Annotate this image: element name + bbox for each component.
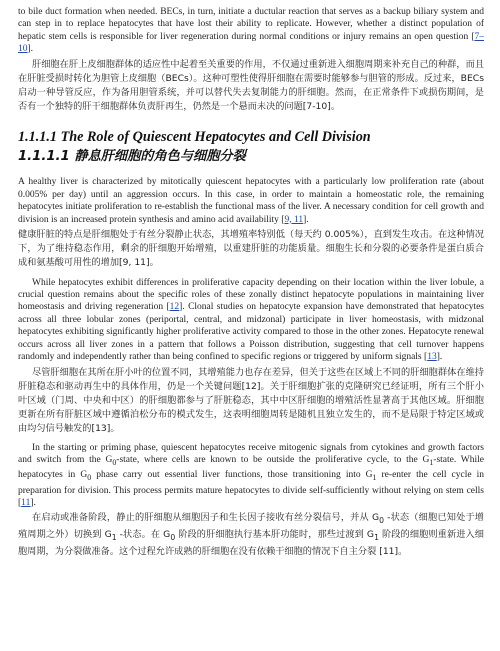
text-run: ].: [436, 352, 443, 363]
subscript: 0: [170, 533, 176, 543]
paragraph-en-healthy-liver: [18, 176, 484, 226]
citation-link[interactable]: 13: [427, 352, 437, 363]
subscript: 1: [374, 533, 379, 543]
paragraph-en-zonation: [18, 277, 484, 364]
text-run: ].: [30, 497, 36, 508]
text-run: In the starting or priming phase, quiescent hepatocytes receive mitogenic signals from cytokines and growth factors and switch from the G: [18, 442, 484, 465]
subscript: 1: [429, 457, 434, 467]
subscript: 0: [379, 516, 384, 526]
citation-link[interactable]: 7–10: [18, 31, 484, 55]
paragraph-en-continuation: [18, 6, 484, 56]
subscript: 0: [87, 473, 92, 483]
paragraph-zh-continuation: 肝细胞在肝上皮细胞群体的适应性中起着至关重要的作用，不仅通过重新进入细胞周期来补充自己的种群，而且在肝脏受损时转化为胆管上皮细胞（BECs）。这种可塑性使得肝细胞在需要时能够参与胆管的形成。反过来，BECs 启动一种导管反应，作为备用胆管系统，并可以替代失去复制能力的肝细胞。然而，在正常条件下或损伤期间，是否有一个独特的肝干细胞群体负责肝再生，仍然是一个悬而未决的问题[7-10]。: [18, 58, 484, 113]
section-heading-en: 1.1.1.1 The Role of Quiescent Hepatocytes and Cell Division: [18, 129, 371, 146]
text-run: ]. Clonal studies on hepatocyte expansion have demonstrated that hepatocytes across all three lobular zones (periportal, central, and midzonal) participate in liver homeostasis, with midzonal hepatocytes exhibiting significantly higher proliferative activity compared to those in the other zones. Hepatocyte renewal occurs across all liver zones in a pattern that follows a Poisson distribution, suggesting that cell turnover happens randomly and independently rather than being confined to specific regions or triggered by uniform signals [: [18, 302, 484, 363]
citation-link[interactable]: 12: [169, 302, 180, 313]
text-run: 阶段的细胞则重新进入细胞周期，为分裂做准备。这个过程允许成熟的肝细胞在没有依赖干细胞的情况下自主分裂 [11]。: [18, 529, 484, 558]
text-run: phase carry out essential liver functions, those transitioning into G: [91, 470, 373, 481]
text-run: re-enter the cell cycle in preparation for division. This process permits mature hepatocytes to divide self-sufficiently without relying on stem cells [: [18, 470, 484, 508]
text-run: -state, where cells are known to be outside the proliferative cycle, to the G: [116, 454, 430, 465]
section-heading-zh: 1.1.1.1 静息肝细胞的角色与细胞分裂: [18, 149, 246, 165]
subscript: 1: [372, 473, 377, 483]
text-run: ].: [27, 44, 34, 55]
document-page: [18, 6, 484, 560]
text-run: ].: [303, 214, 309, 225]
text-run: -状态（细胞已知处于增殖周期之外）切换到 G: [18, 512, 484, 541]
paragraph-zh-zonation: 尽管肝细胞在其所在肝小叶的位置不同，其增殖能力也存在差异，但关于这些在区域上不同的肝细胞群体在维持肝脏稳态和驱动再生中的具体作用，仍是一个关键问题[12]。关于肝细胞扩张的克隆研究已经证明，所有三个肝小叶区域（门周、中央和中区）的肝细胞都参与了肝脏稳态，其中中区肝细胞的增殖活性显著高于其他区域。肝细胞更新在所有肝脏区域中遵循泊松分布的模式发生，这表明细胞周转是随机且独立发生的，而不是局限于特定区域或由均匀信号触发的[13]。: [18, 366, 484, 435]
paragraph-zh-healthy-liver: 健康肝脏的特点是肝细胞处于有丝分裂静止状态，其增殖率特别低（每天约 0.005%），直到发生攻击。在这种情况下，为了维持稳态作用，剩余的肝细胞开始增殖，以重建肝脏的功能质量。细胞生长和分裂的必要条件是蛋白质合成和氨基酸可用性的增加[9, 11]。: [18, 229, 484, 269]
text-run: While hepatocytes exhibit differences in proliferative capacity depending on their location within the liver lobule, a crucial question remains about the specific roles of these zonally distinct hepatocyte populations in maintaining liver homeostasis and driving regeneration [: [18, 277, 484, 313]
text-run: 阶段的肝细胞执行基本肝功能时，那些过渡到 G: [175, 529, 375, 541]
paragraph-en-priming-phase: [18, 442, 484, 510]
text-run: to bile duct formation when needed. BECs, in turn, initiate a ductular reaction that serves as a backup biliary system and can step in to replace hepatocytes that have lost their ability to replicate. However, whether a distinct population of hepatic stem cells is responsible for liver regeneration during normal conditions or injury remains an open question [: [18, 7, 484, 42]
text-run: -状态。在 G: [116, 529, 171, 541]
text-run: 在启动或准备阶段，静止的肝细胞从细胞因子和生长因子接收有丝分裂信号，并从 G: [32, 512, 380, 524]
citation-link[interactable]: 9, 11: [284, 214, 304, 225]
text-run: -state. While hepatocytes in G: [18, 454, 484, 481]
subscript: 1: [111, 533, 117, 543]
paragraph-zh-priming-phase: [18, 511, 484, 559]
text-run: A healthy liver is characterized by mitotically quiescent hepatocytes with a particularly low proliferation rate (about 0.005% per day) until an aggression occurs. In this case, in order to maintain a homeostatic role, the remaining hepatocytes initiate proliferation to re-establish the functional mass of the liver. A necessary condition for cell growth and division is an increased protein synthesis and amino acid availability [: [18, 177, 484, 225]
citation-link[interactable]: 11: [21, 497, 31, 508]
subscript: 0: [112, 457, 117, 467]
